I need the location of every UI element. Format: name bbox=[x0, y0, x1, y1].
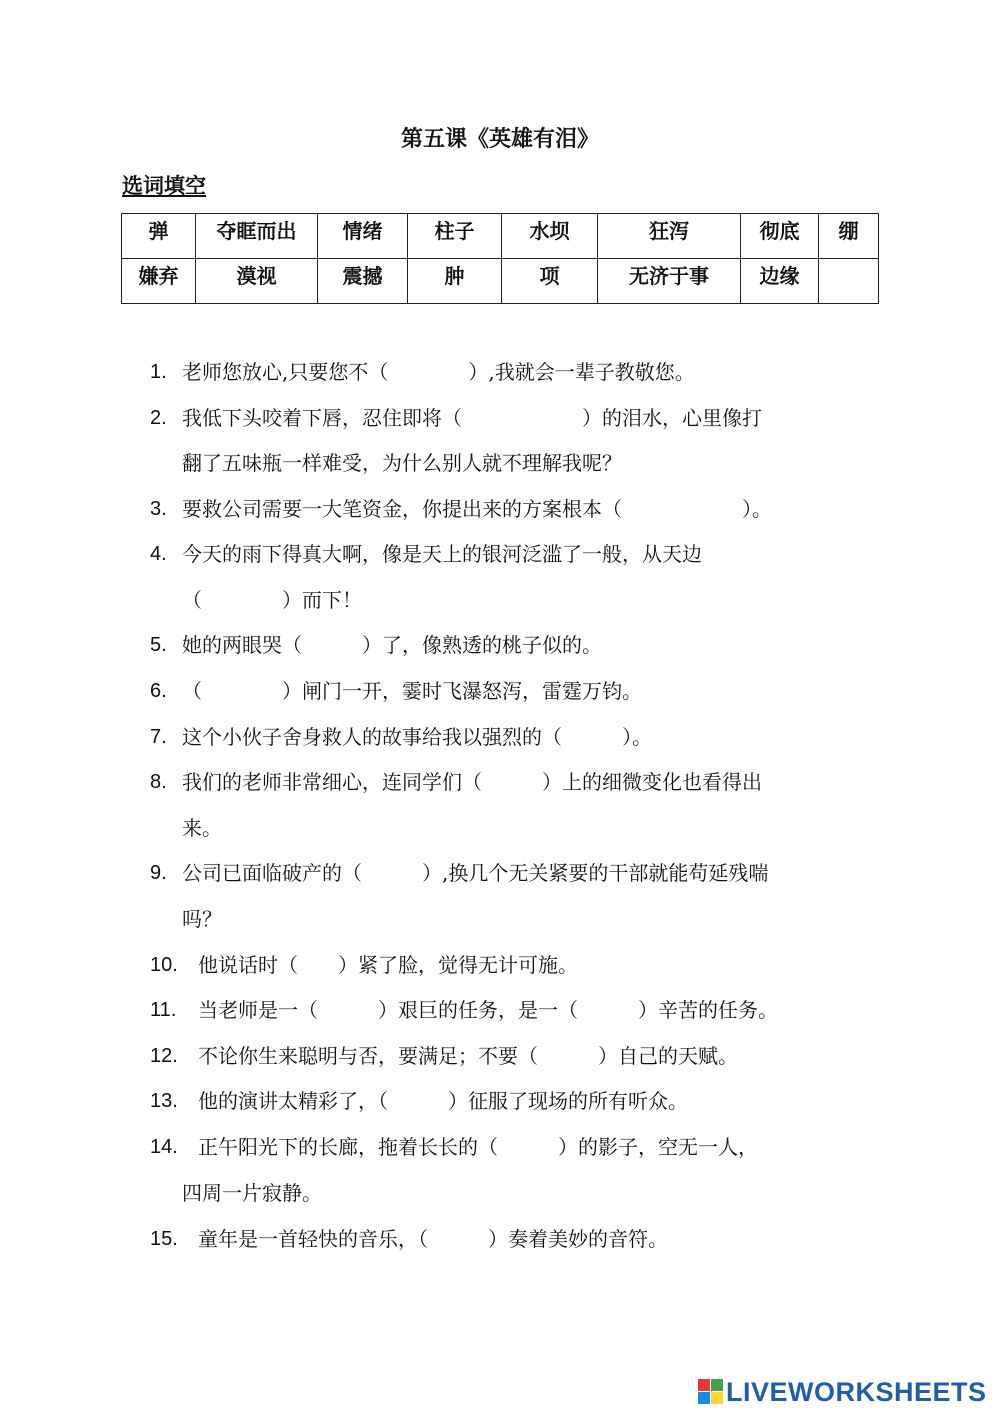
question-text: 不论你生来聪明与否，要满足；不要（ ）自己的天赋。 bbox=[198, 1044, 738, 1068]
word-cell: 边缘 bbox=[741, 259, 819, 304]
question-text: 要救公司需要一大笔资金，你提出来的方案根本（ ）。 bbox=[182, 497, 772, 521]
word-cell: 狂泻 bbox=[598, 214, 741, 259]
word-cell: 弹 bbox=[122, 214, 196, 259]
question-text: （ ）闸门一开，霎时飞瀑怒泻，雷霆万钧。 bbox=[182, 679, 642, 703]
question-number: 13. bbox=[150, 1090, 178, 1112]
question-text: 她的两眼哭（ ）了，像熟透的桃子似的。 bbox=[182, 633, 602, 657]
section-heading: 选词填空 bbox=[122, 173, 206, 198]
question-text: 这个小伙子舍身救人的故事给我以强烈的（ ）。 bbox=[182, 725, 652, 749]
question-text: 我们的老师非常细心，连同学们（ ）上的细微变化也看得出 bbox=[182, 770, 762, 794]
word-cell: 绷 bbox=[819, 214, 879, 259]
word-cell: 震撼 bbox=[318, 259, 408, 304]
question-number: 5. bbox=[150, 634, 167, 656]
word-bank-row bbox=[122, 259, 879, 304]
question-text: 公司已面临破产的（ ）,换几个无关紧要的干部就能苟延残喘 bbox=[182, 861, 769, 885]
word-cell: 项 bbox=[502, 259, 598, 304]
word-cell bbox=[819, 259, 879, 304]
question-text: 今天的雨下得真大啊，像是天上的银河泛滥了一般，从天边 bbox=[182, 542, 702, 566]
word-cell: 肿 bbox=[408, 259, 502, 304]
question-text: 他的演讲太精彩了，（ ）征服了现场的所有听众。 bbox=[198, 1089, 688, 1113]
question-text: 吗？ bbox=[182, 907, 222, 931]
question-number: 1. bbox=[150, 361, 167, 383]
question-number: 3. bbox=[150, 498, 167, 520]
word-cell: 漠视 bbox=[196, 259, 318, 304]
question-number: 4. bbox=[150, 543, 167, 565]
word-bank-row bbox=[122, 214, 879, 259]
question-text: 童年是一首轻快的音乐，（ ）奏着美妙的音符。 bbox=[198, 1227, 668, 1251]
liveworksheets-icon bbox=[698, 1379, 724, 1405]
word-cell: 柱子 bbox=[408, 214, 502, 259]
question-text: 我低下头咬着下唇，忍住即将（ ）的泪水，心里像打 bbox=[182, 406, 762, 430]
question-text: 当老师是一（ ）艰巨的任务，是一（ ）辛苦的任务。 bbox=[198, 998, 778, 1022]
question-number: 15. bbox=[150, 1228, 178, 1250]
word-cell: 嫌弃 bbox=[122, 259, 196, 304]
question-text: 他说话时（ ）紧了脸，觉得无计可施。 bbox=[198, 953, 578, 977]
question-number: 6. bbox=[150, 680, 167, 702]
question-text: 四周一片寂静。 bbox=[182, 1181, 322, 1205]
question-number: 11. bbox=[150, 999, 177, 1021]
question-number: 2. bbox=[150, 407, 167, 429]
question-text: 来。 bbox=[182, 816, 222, 840]
liveworksheets-logo bbox=[698, 1377, 987, 1407]
question-text: 翻了五味瓶一样难受，为什么别人就不理解我呢？ bbox=[182, 451, 622, 475]
page-title: 第五课《英雄有泪》 bbox=[400, 126, 599, 152]
question-number: 12. bbox=[150, 1045, 178, 1067]
question-number: 10. bbox=[150, 954, 178, 976]
word-cell: 水坝 bbox=[502, 214, 598, 259]
word-cell: 彻底 bbox=[741, 214, 819, 259]
word-cell: 无济于事 bbox=[598, 259, 741, 304]
brand-text: LIVEWORKSHEETS bbox=[726, 1376, 987, 1407]
word-cell: 夺眶而出 bbox=[196, 214, 318, 259]
question-text: （ ）而下！ bbox=[182, 588, 362, 612]
question-number: 9. bbox=[150, 862, 167, 884]
question-text: 正午阳光下的长廊，拖着长长的（ ）的影子，空无一人， bbox=[198, 1135, 758, 1159]
word-cell: 情绪 bbox=[318, 214, 408, 259]
word-bank-table bbox=[121, 213, 879, 304]
question-number: 8. bbox=[150, 771, 167, 793]
question-number: 14. bbox=[150, 1136, 178, 1158]
question-text: 老师您放心,只要您不（ ）,我就会一辈子教敬您。 bbox=[182, 360, 695, 384]
question-number: 7. bbox=[150, 726, 167, 748]
